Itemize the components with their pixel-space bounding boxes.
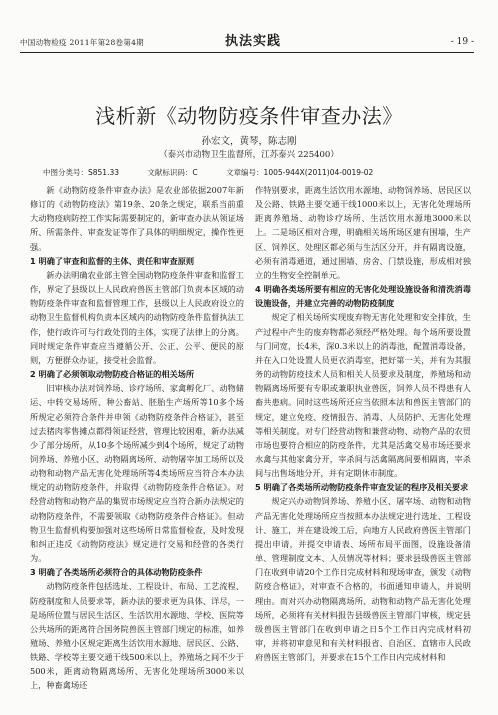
section-heading: 4 明确各类场所要有相应的无害化处理设施设备和清洗消毒设施设备，并建立完善的动物防疫制度 (255, 284, 471, 309)
body-paragraph: 旧审核办法对饲养场、诊疗场所、家禽孵化厂、动物储运、中转交易场所、种公畜站、胚胎生产场所等10多个场所规定必须符合条件并申领《动物防疫条件合格证》，甚至过去猪肉零售摊点都得领证经营，管理比较困难，新办法减少了部分场所，从10多个场所减少到4个场所，规定了动物饲养场、养殖小区、动物隔离场所、动物屠宰加工场所以及动物和动物产品无害化处理场所等4类场所应当符合本办法规定的动物防疫条件，并取得《动物防疫条件合格证》。对经营动物和动物产品的集贸市场规定应当符合新办法规定的动物防疫条件，不需要领取《动物防疫条件合格证》。但动物卫生监督机构要加强对这些场所日常监督检查，及时发现和纠正违反《动物防疫法》规定进行交易和经营的各类行为。 (30, 383, 244, 564)
header-rule (20, 52, 474, 53)
clc-number: 中图分类号：S851.33 (43, 168, 120, 177)
article-metadata (43, 167, 473, 178)
section-heading: 2 明确了必须领取动物防疫合格证的相关场所 (30, 369, 195, 380)
article-title: 浅析新《动物防疫条件审查办法》 (95, 104, 403, 128)
page-number: - 19 - (450, 37, 474, 47)
body-paragraph: 动物防疫条件包括选址、工程设计、布局、工艺流程、防疫制度和人员要求等，新办法的要求更为具体、详尽，一是场所位置与居民生活区、生活饮用水源地、学校、医院等公共场所的距离符合国务院兽医主管部门规定的标准，如养殖场、养殖小区规定距离生活饮用水源地、居民区、公路、铁路、学校等主要交通干线500米以上，养殖场之间不少于500米，距离动物隔离场所、无害化处理场所3000米以上，种畜禽场还 (30, 581, 244, 691)
section-heading: 5 明确了各类场所动物防疫条件审查发证的程序及相关要求 (255, 482, 469, 493)
section-heading: 1 明确了审查和监督的主体、责任和审查原则 (30, 255, 195, 266)
section-heading: 3 明确了各类场所必须符合的具体动物防疫条件 (30, 567, 203, 578)
article-affiliation: （泰兴市动物卫生监督所，江苏泰兴 225400） (159, 150, 339, 160)
journal-name: 中国动物检疫 2011年第28卷第4期 (20, 38, 144, 47)
body-paragraph: 新《动物防疫条件审查办法》是农业部依据2007年新修订的《动物防疫法》第19条、20条之规定，联系当前重大动物疫病防控工作实际需要制定的，新审查办法从领证场所、所需条件、审查发证等作了具体的明细规定，操作性更强。 (30, 185, 244, 252)
body-paragraph: 规定兴办动物饲养场、养殖小区、屠宰场、动物和动物产品无害化处理场所应当按照本办法规定进行选址、工程设计、施工，并在建设竣工后，向地方人民政府兽医主管部门提出申请，并提交申请表、场所布局平面图，设施设备清单、管理制度文本、人员情况等材料；要求县级兽医主管部门在收到申请20个工作日完成材料和现场审查，颁发《动物防疫合格证》，对审查不合格的，书面通知申请人，并说明理由。而对兴办动物隔离场所、动物和动物产品无害化处理场所，必须将有关材料报告县级兽医主管部门审核，规定县级兽医主管部门在收到申请之日5个工作日内完成材料初审，并将初审意见和有关材料报省、自治区、直辖市人民政府兽医主管部门，并要求在15个工作日内完成材料和 (255, 496, 471, 663)
document-code: 文献标识码：C (147, 168, 198, 177)
running-header (20, 36, 474, 50)
body-paragraph: 新办法明确农业部主管全国动物防疫条件审查和监督工作，界定了县级以上人民政府兽医主管部门负责本区域的动物防疫条件审查和监督管理工作，县级以上人民政府设立的动物卫生监督机构负责本区域内的动物防疫条件监督执法工作，使行政许可与行政处罚的主体，实现了法律上的分离。同时规定条件审查应当遵循公开、公正、公平、便民的原则，方便群众办证，接受社会监督。 (30, 269, 244, 365)
body-paragraph: 规定了相关场所实现废弃物无害化处理和安全排放，生产过程中产生的废弃物都必须经严格处理。每个场所要设置与门同宽，长4米，深0.3米以上的消毒池，配置消毒设备，并在入口处设置人员更衣消毒室，把好第一关，并有为其服务的动物防疫技术人员和相关人员要求及制度，养殖场和动物隔离场所要有专职或兼职执业兽医，饲养人员不得患有人畜共患病。同时这些场所还应当依照本法和兽医主管部门的规定，建立免疫、疫情报告、消毒、人员防护、无害化处理等相关制度。对专门经营动物和兼营动物、动物产品的农贸市场也要符合相应的防疫条件，尤其是活禽交易市场还要求水禽与其他家禽分开，宰杀间与活禽隔离间要相隔离，宰杀间与出售场地分开，并有定期休市制度。 (255, 312, 471, 479)
left-column (30, 183, 244, 693)
right-column (255, 183, 471, 664)
body-paragraph-continued: 作特别要求，距离生活饮用水源地、动物饲养场、居民区以及公路、铁路主要交通干线1000米以上，无害化处理场所距离养殖场、动物诊疗场所、生活饮用水源地3000米以上。二是场区相对合理，明确相关场所场区建有围墙，生产区、饲养区、处理区都必须与生活区分开，并有隔离设施，必须有消毒通道，通过围墙、房舍、门禁设施，形成相对独立的生物安全控制单元。 (255, 185, 471, 280)
section-name: 执法实践 (225, 34, 282, 49)
article-authors: 孙宏文，黄琴，陈志刚 (201, 136, 297, 147)
article-number: 文章编号：1005-944X(2011)04-0019-02 (226, 168, 374, 177)
